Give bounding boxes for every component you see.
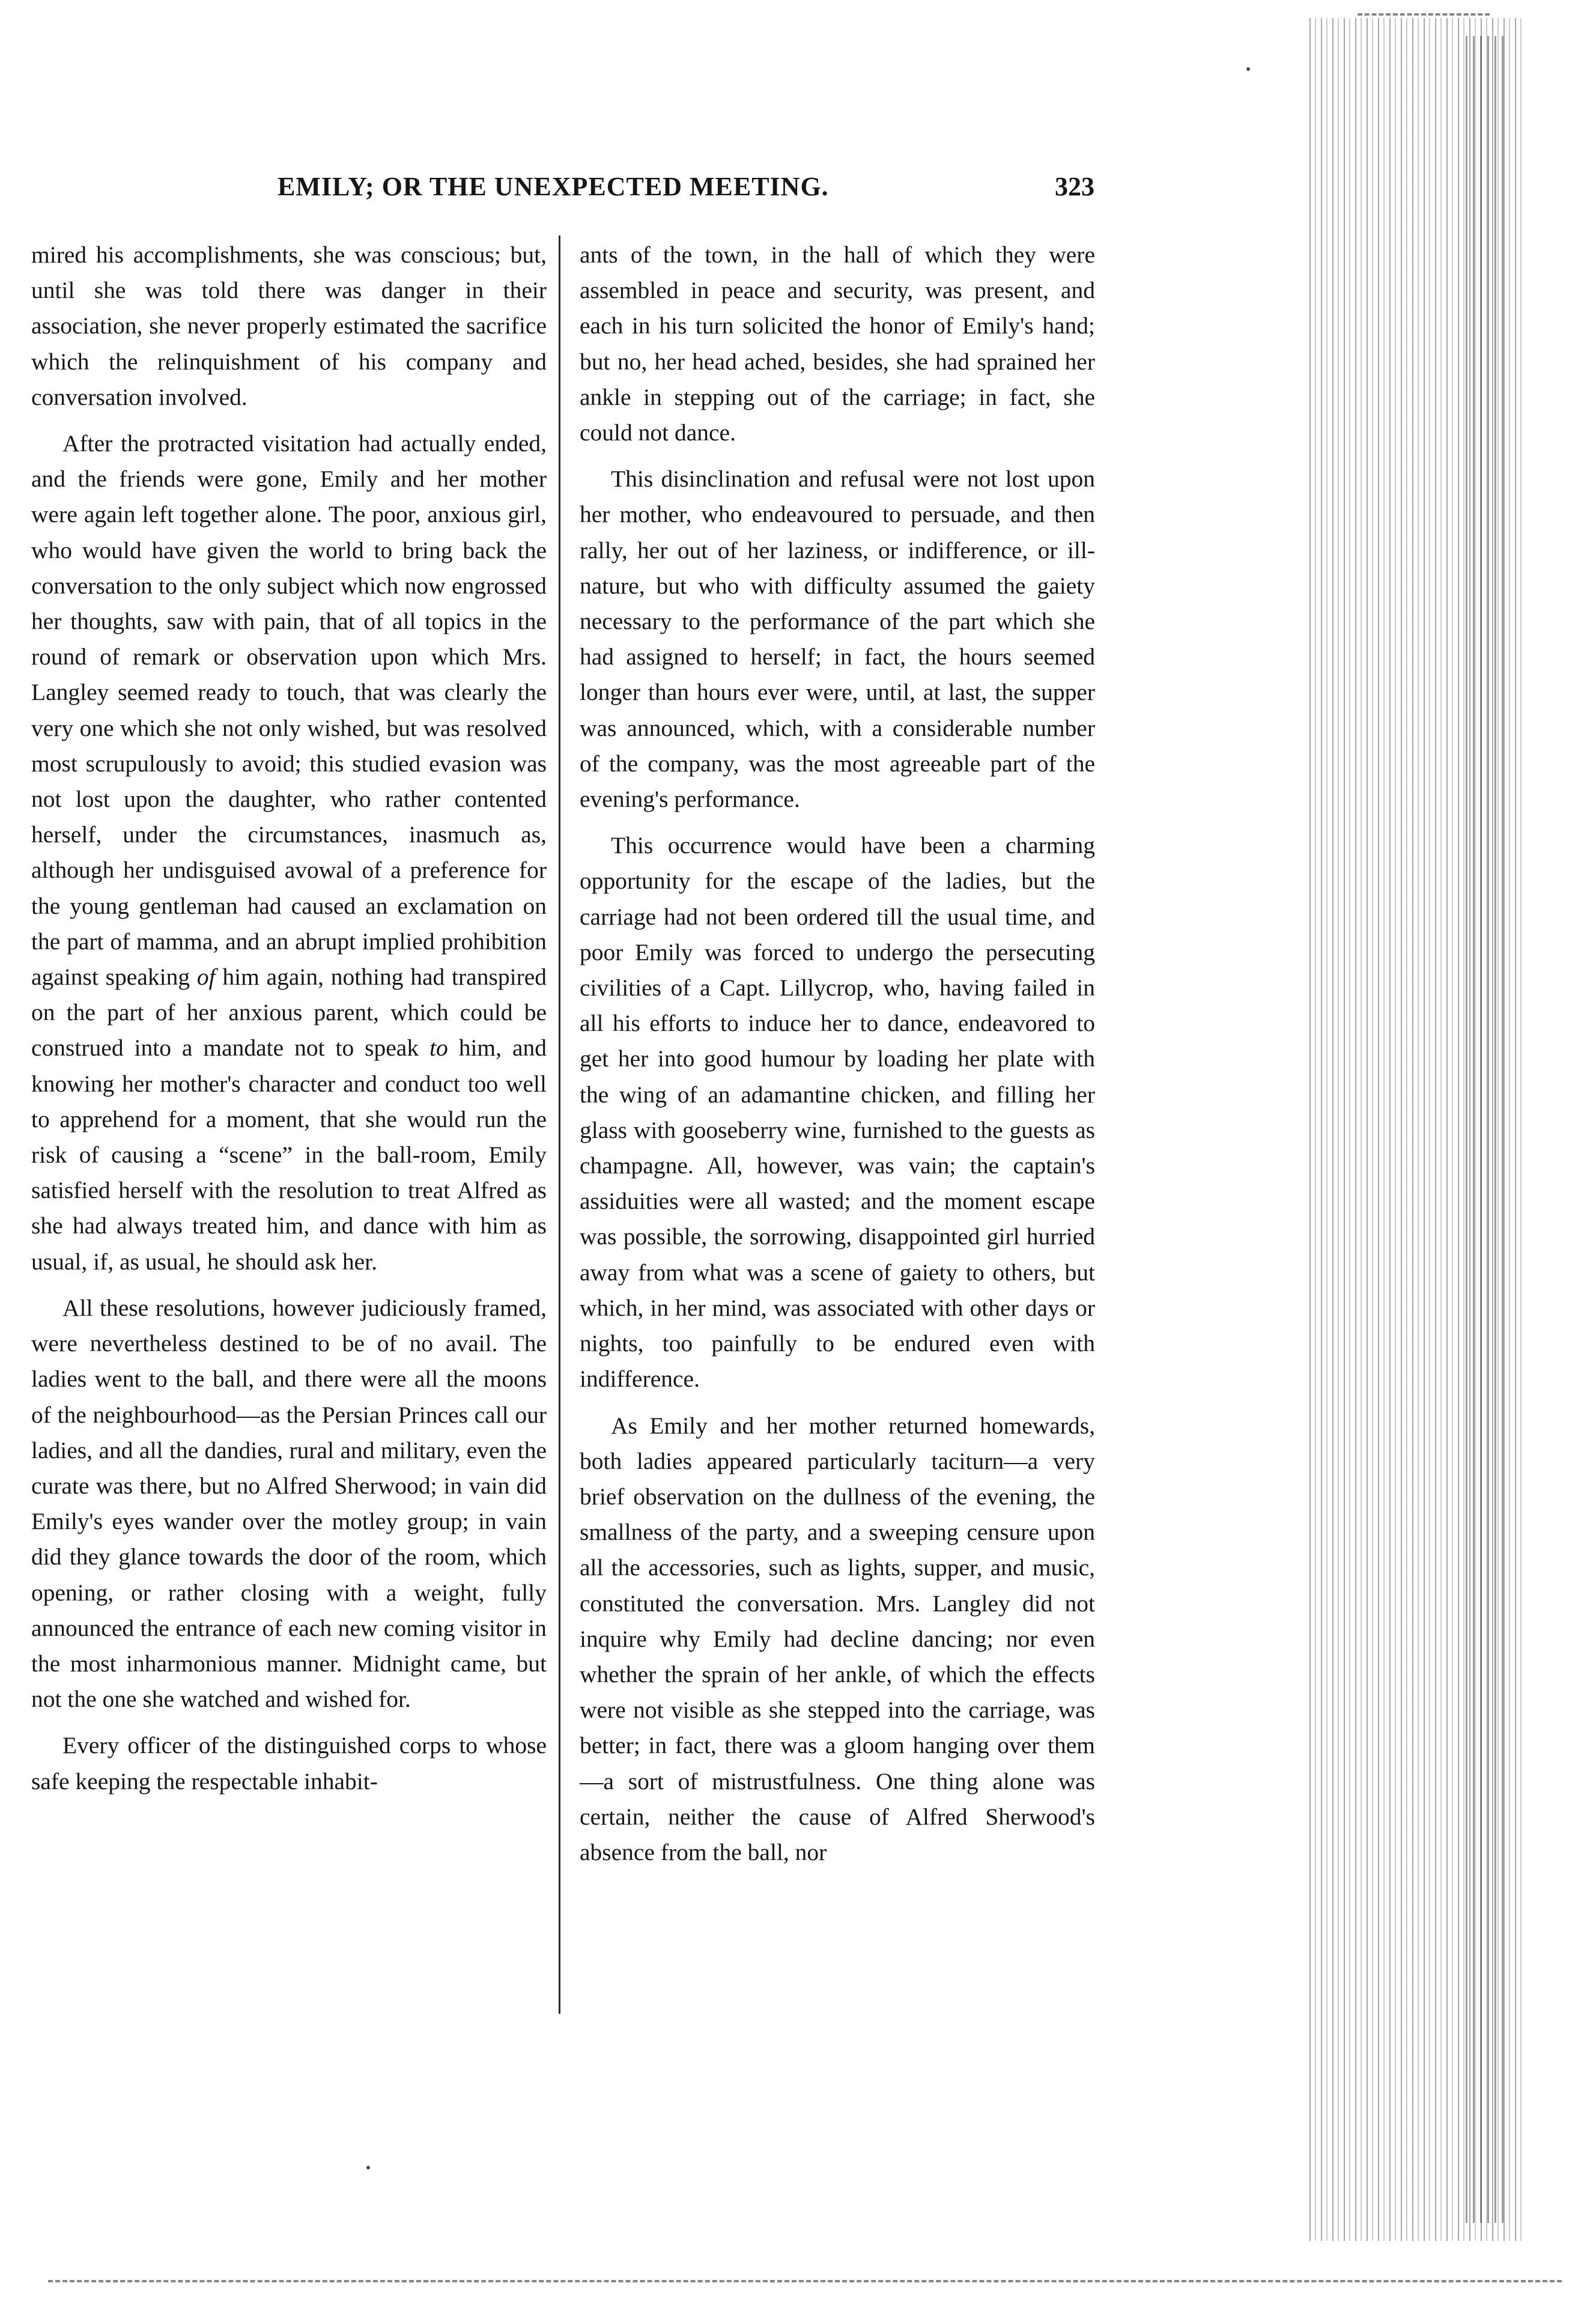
paragraph-text: All these resolutions, however judiciously framed, were nevertheless destined to be of no avail. The ladies went to the ball, and there were all the moons of the neighbourhood—as the Persian Princes call our ladies, and all the dandies, rural and military, even the curate was there, but no Alfred Sherwood; in vain did Emily's eyes wander over the motley group; in vain did they glance towards the door of the room, which opening, or rather closing with a weight, fully announced the entrance of each new coming visitor in the most inharmonious manner. Midnight came, but not the one she watched and wished for. [31, 1294, 547, 1713]
paragraph-text: him again, nothing had transpired on the part of her anxious parent, which could be construed into a mandate not to speak [31, 964, 547, 1062]
paragraph [31, 1290, 547, 1717]
left-column [31, 237, 547, 1810]
paragraph [31, 1728, 547, 1799]
paragraph-text: This disinclination and refusal were not lost upon her mother, who endeavoured to persuade, and then rally, her out of her laziness, or indifference, or ill-nature, but who with difficulty assumed the gaiety necessary to the performance of the part which she had assigned to herself; in fact, the hours seemed longer than hours ever were, until, at last, the supper was announced, which, with a considerable number of the company, was the most agreeable part of the evening's performance. [580, 466, 1095, 813]
column-divider [559, 236, 560, 2014]
scanned-page-edge-dark [1466, 36, 1508, 2223]
scan-artifact-top [1358, 13, 1490, 16]
right-column [580, 237, 1095, 1881]
paragraph-text: ants of the town, in the hall of which they were assembled in peace and security, was present, and each in his turn solicited the honor of Emily's hand; but no, her head ached, besides, she had sprained her ankle in stepping out of the carriage; in fact, she could not dance. [580, 242, 1095, 446]
paragraph-text-italic: of [196, 964, 216, 991]
scan-artifact-bottom [48, 2280, 1562, 2282]
page-number: 323 [1055, 172, 1094, 201]
paragraph-text: This occurrence would have been a charming opportunity for the escape of the ladies, but the carriage had not been ordered till the usual time, and poor Emily was forced to undergo the persecuting civilities of a Capt. Lillycrop, who, having failed in all his efforts to induce her to dance, endeavored to get her into good humour by loading her plate with the wing of an adamantine chicken, and filling her glass with gooseberry wine, furnished to the guests as champagne. All, however, was vain; the captain's assiduities were all wasted; and the moment escape was possible, the sorrowing, disappointed girl hurried away from what was a scene of gaiety to others, but which, in her mind, was associated with other days or nights, too painfully to be endured even with indifference. [580, 832, 1095, 1393]
scan-speck [1246, 67, 1250, 71]
paragraph-text-italic: to [429, 1035, 448, 1062]
paragraph-text: As Emily and her mother returned homewards, both ladies appeared particularly taciturn—a very brief observation on the dullness of the evening, the smallness of the party, and a sweeping censure upon all the accessories, such as lights, supper, and music, constituted the conversation. Mrs. Langley did not inquire why Emily had decline dancing; nor even whether the sprain of her ankle, of which the effects were not visible as she stepped into the carriage, was better; in fact, there was a gloom hanging over them—a sort of mistrustfulness. One thing alone was certain, neither the cause of Alfred Sherwood's absence from the ball, nor [580, 1412, 1095, 1865]
paragraph-text: After the protracted visitation had actually ended, and the friends were gone, Emily and her mother were again left together alone. The poor, anxious girl, who would have given the world to bring back the conversation to the only subject which now engrossed her thoughts, saw with pain, that of all topics in the round of remark or observation upon which Mrs. Langley seemed ready to touch, that was clearly the very one which she not only wished, but was resolved most scrupulously to avoid; this studied evasion was not lost upon the daughter, who rather contented herself, under the circumstances, inasmuch as, although her undisguised avowal of a preference for the young gentleman had caused an exclamation on the part of mamma, and an abrupt implied prohibition against speaking [31, 430, 547, 991]
paragraph [580, 1408, 1095, 1871]
running-header [31, 171, 1100, 213]
paragraph [580, 828, 1095, 1397]
paragraph-text: him, and knowing her mother's character and conduct too well to apprehend for a moment, that she would run the risk of causing a “scene” in the ball-room, Emily satisfied herself with the resolution to treat Alfred as she had always treated him, and dance with him as usual, if, as usual, he should ask her. [31, 1035, 547, 1275]
paragraph [580, 461, 1095, 817]
paragraph-text: Every officer of the distinguished corps to whose safe keeping the respectable inhabit- [31, 1732, 547, 1795]
page-title: EMILY; OR THE UNEXPECTED MEETING. [278, 172, 829, 201]
paragraph-text: mired his accomplishments, she was conscious; but, until she was told there was danger in their association, she never properly estimated the sacrifice which the relinquishment of his company and conversation involved. [31, 242, 547, 410]
paragraph [580, 237, 1095, 451]
paragraph [31, 426, 547, 1280]
scan-speck [366, 2166, 370, 2169]
paragraph [31, 237, 547, 415]
